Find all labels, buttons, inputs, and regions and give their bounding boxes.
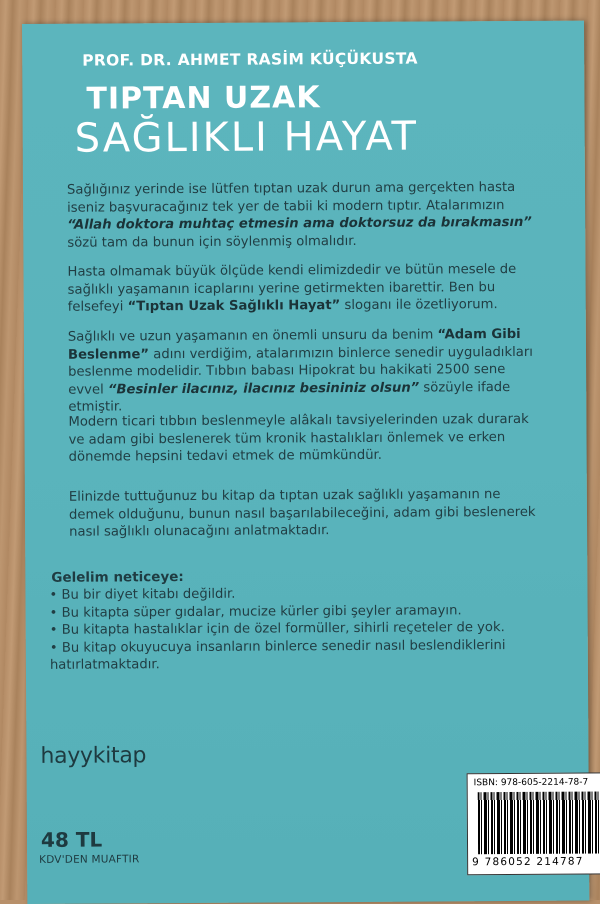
price-label: 48 TL — [40, 827, 103, 852]
paragraph-3-bold: “Adam Gibi Beslenme” — [67, 326, 521, 363]
paragraph-4: Modern ticari tıbbın beslenmeyle alâkalı tavsiyelerinden uzak durarak ve adam gibi beslenerek tüm kronik hastalıkları önlemek ve erken dönemde hepsini tedavi etmek de mümkündür. — [68, 411, 529, 465]
barcode-icon — [478, 791, 600, 854]
paragraph-3-quote: “Besinler ilacınız, ilacınız besininiz olsun” — [107, 380, 420, 397]
list-item: • Bu bir diyet kitabı değildir. — [49, 584, 569, 605]
conclusion-list — [49, 584, 570, 675]
book-title-line1: TIPTAN UZAK — [86, 80, 321, 117]
paragraph-2-text-c: sloganı ile özetliyorum. — [340, 297, 498, 314]
list-item: • Bu kitap okuyucuya insanların binlerce senedir nasıl beslendiklerini hatırlatmaktadır. — [50, 636, 570, 674]
paragraph-3-text-c: adını verdiğim, atalarımızın binlerce senedir uyguladıkları beslenme modelidir. Tıbbın babası Hipokrat bu hakikati 2500 sene evvel — [68, 344, 533, 398]
paragraph-3 — [68, 326, 539, 416]
tax-note: KDV'DEN MUAFTIR — [39, 853, 140, 866]
paragraph-2-slogan: “Tıptan Uzak Sağlıklı Hayat” — [127, 298, 341, 315]
publisher-logo: hayykitap — [40, 743, 147, 769]
book-title-line2: SAĞLIKLI HAYAT — [74, 113, 419, 162]
barcode-box — [467, 772, 600, 875]
paragraph-3-text-e: sözüyle ifade etmiştir. — [68, 379, 511, 415]
conclusion-title: Gelelim neticeye: — [51, 569, 184, 586]
list-item: • Bu kitapta süper gıdalar, mucize kürler gibi şeyler aramayın. — [50, 601, 570, 622]
author-name: PROF. DR. AHMET RASİM KÜÇÜKUSTA — [82, 49, 418, 70]
paragraph-2-text-a: Hasta olmamak büyük ölçüde kendi elimizdedir ve bütün mesele de sağlıklı yaşamanın icaplarını yerine getirmekten ibarettir. Ben bu felsefeyi — [67, 261, 517, 315]
list-item: • Bu kitapta hastalıklar için de özel formüller, sihirli reçeteler de yok. — [50, 619, 570, 640]
book-back-cover — [22, 21, 589, 904]
barcode-number: 9 786052 214787 — [472, 855, 584, 869]
paragraph-5: Elinizde tuttuğunuz bu kitap da tıptan uzak sağlıklı yaşamanın ne demek olduğunu, bunun nasıl başarılabileceğini, adam gibi beslenerek nasıl sağlıklı olunacağını anlatmaktadır. — [68, 487, 536, 540]
paragraph-3-text-a: Sağlıklı ve uzun yaşamanın en önemli unsuru da benim — [67, 327, 438, 345]
paragraph-1-text-c: sözü tam da bunun için söylenmiş olmalıdır. — [67, 233, 357, 251]
isbn-label: ISBN: 978-605-2214-78-7 — [473, 777, 589, 789]
paragraph-1 — [67, 179, 537, 252]
paragraph-2 — [67, 261, 537, 316]
paragraph-1-text-a: Sağlığınız yerinde ise lütfen tıptan uzak durun ama gerçekten hasta iseniz başvuracağınız tek yer de tabii ki modern tıptır. Atalarımızın — [66, 179, 516, 216]
paragraph-1-quote: “Allah doktora muhtaç etmesin ama doktorsuz da bırakmasın” — [67, 214, 532, 233]
